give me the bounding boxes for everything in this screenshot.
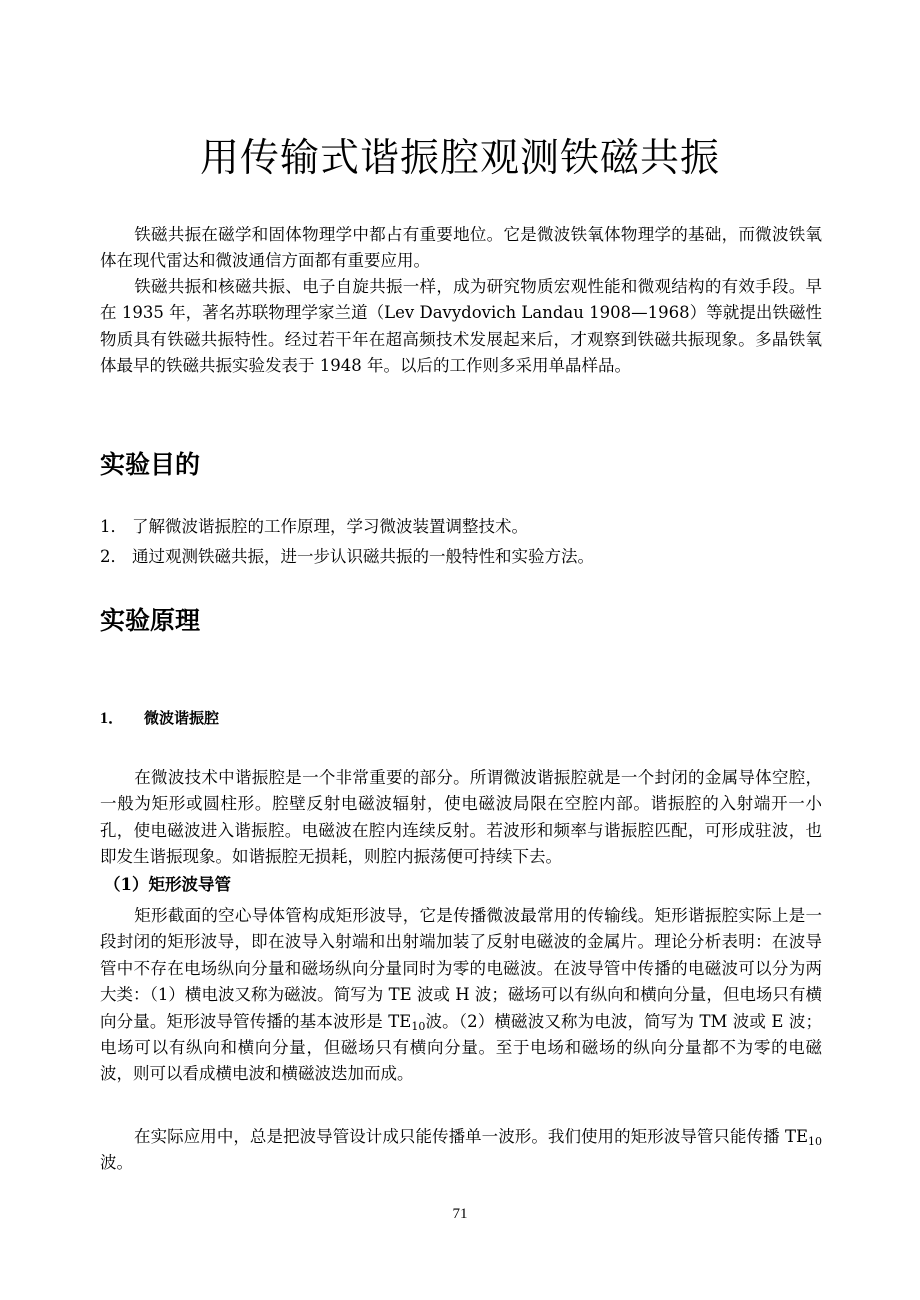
list-item-text: 了解微波谐振腔的工作原理，学习微波装置调整技术。 xyxy=(132,517,528,536)
subsubsection-heading-waveguide: （1）矩形波导管 xyxy=(104,875,231,894)
subsection-number: 1． xyxy=(100,710,125,727)
principle-paragraph-2-text-a: 矩形截面的空心导体管构成矩形波导，它是传播微波最常用的传输线。矩形谐振腔实际上是一段封闭的矩形波导，即在波导入射端和出射端加装了反射电磁波的金属片。理论分析表明：在波导管中不存在电场纵向分量和磁场纵向分量同时为零的电磁波。在波导管中传播的电磁波可以分为两大类：（1）横电波又称为磁波。简写为 TE 波或 H 波；磁场可以有纵向和横向分量，但电场只有横向分量。矩形波导管传播的基本波形是 xyxy=(100,906,822,1031)
te-mode-label: TE xyxy=(388,1011,412,1031)
principle-paragraph-3-text-b: 波。 xyxy=(100,1153,133,1173)
list-item xyxy=(100,515,820,539)
list-item xyxy=(100,545,820,569)
page-number: 71 xyxy=(452,1206,468,1222)
te-mode-subscript: 10 xyxy=(411,1019,426,1033)
intro-paragraph-1-text: 铁磁共振在磁学和固体物理学中都占有重要地位。它是微波铁氧体物理学的基础，而微波铁氧体在现代雷达和微波通信方面都有重要应用。 xyxy=(100,225,822,271)
principle-paragraph-3-text-a: 在实际应用中，总是把波导管设计成只能传播单一波形。我们使用的矩形波导管只能传播 xyxy=(134,1127,785,1146)
te-mode-label: TE xyxy=(784,1127,808,1146)
subsection-heading-resonator xyxy=(100,706,219,731)
list-item-number: 1． xyxy=(100,517,127,536)
principle-paragraph-1-text: 在微波技术中谐振腔是一个非常重要的部分。所谓微波谐振腔就是一个封闭的金属导体空腔，一般为矩形或圆柱形。腔壁反射电磁波辐射，使电磁波局限在空腔内部。谐振腔的入射端开一小孔，使电磁波进入谐振腔。电磁波在腔内连续反射。若波形和频率与谐振腔匹配，可形成驻波，也即发生谐振现象。如谐振腔无损耗，则腔内振荡便可持续下去。 xyxy=(100,768,822,867)
te-mode-subscript: 10 xyxy=(808,1135,822,1148)
list-item-text: 通过观测铁磁共振，进一步认识磁共振的一般特性和实验方法。 xyxy=(132,547,594,566)
intro-paragraph-1 xyxy=(100,222,822,275)
intro-paragraph-2-text: 铁磁共振和核磁共振、电子自旋共振一样，成为研究物质宏观性能和微观结构的有效手段。早在 1935 年，著名苏联物理学家兰道（Lev Davydovich Landau 1908—1968）等就提出铁磁性物质具有铁磁共振特性。经过若干年在超高频技术发展起来后，才观察到铁磁共振现象。多晶铁氧体最早的铁磁共振实验发表于 1948 年。以后的工作则多采用单晶样品。 xyxy=(100,277,822,376)
principle-paragraph-1 xyxy=(100,765,822,871)
principle-paragraph-3 xyxy=(100,1124,822,1177)
intro-paragraph-2 xyxy=(100,274,822,380)
list-item-number: 2． xyxy=(100,547,127,566)
principle-paragraph-2-text-b: 波。（2）横磁波又称为电波，简写为 TM 波或 E 波；电场可以有纵向和横向分量，但磁场只有横向分量。至于电场和磁场的纵向分量都不为零的电磁波，则可以看成横电波和横磁波迭加而成。 xyxy=(100,1011,822,1084)
principle-paragraph-2 xyxy=(100,903,822,1088)
section-heading-purpose: 实验目的 xyxy=(100,450,201,479)
page-title: 用传输式谐振腔观测铁磁共振 xyxy=(199,136,720,181)
section-heading-principle: 实验原理 xyxy=(100,606,201,635)
subsection-title: 微波谐振腔 xyxy=(144,709,220,727)
